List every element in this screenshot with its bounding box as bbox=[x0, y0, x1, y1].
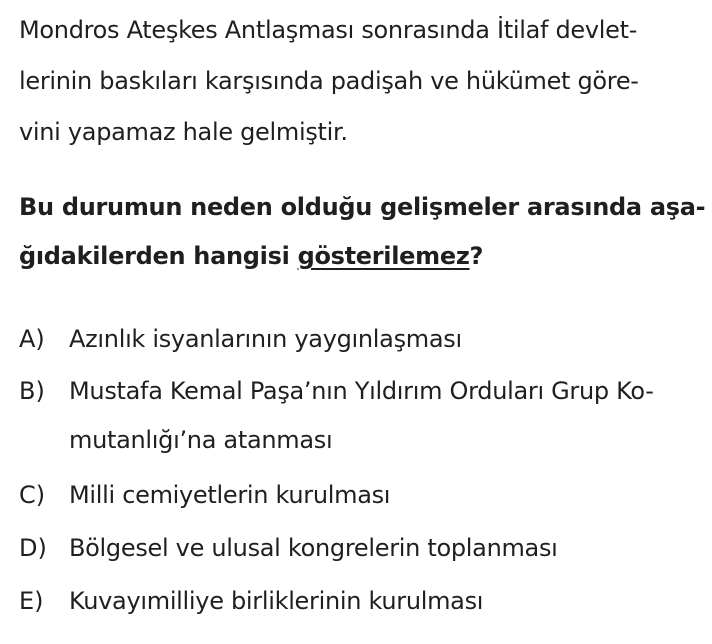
option-d-letter: D) bbox=[19, 534, 47, 562]
option-b-letter: B) bbox=[19, 377, 45, 405]
passage-line-1: Mondros Ateşkes Antlaşması sonrasında İtilaf devlet- bbox=[19, 16, 638, 44]
question-line-1: Bu durumun neden olduğu gelişmeler arasında aşa- bbox=[19, 193, 706, 221]
option-b-text: Mustafa Kemal Paşa’nın Yıldırım Orduları Grup Ko- bbox=[69, 377, 654, 405]
option-b-text-continued: mutanlığı’na atanması bbox=[69, 426, 333, 454]
passage-line-3: vini yapamaz hale gelmiştir. bbox=[19, 118, 348, 146]
question-line-2 bbox=[19, 241, 483, 271]
option-c-letter: C) bbox=[19, 481, 46, 509]
question-line-2-suffix: ? bbox=[469, 242, 484, 270]
option-c-text: Milli cemiyetlerin kurulması bbox=[69, 481, 391, 509]
option-e-text: Kuvayımilliye birliklerinin kurulması bbox=[69, 587, 484, 615]
passage-line-2: lerinin baskıları karşısında padişah ve hükümet göre- bbox=[19, 67, 639, 95]
option-d-text: Bölgesel ve ulusal kongrelerin toplanması bbox=[69, 534, 558, 562]
option-a-text: Azınlık isyanlarının yaygınlaşması bbox=[69, 325, 462, 353]
question-emphasis: gösterilemez bbox=[297, 242, 470, 270]
question-line-2-prefix: ğıdakilerden hangisi bbox=[19, 242, 298, 270]
option-a-letter: A) bbox=[19, 325, 45, 353]
option-e-letter: E) bbox=[19, 587, 44, 615]
